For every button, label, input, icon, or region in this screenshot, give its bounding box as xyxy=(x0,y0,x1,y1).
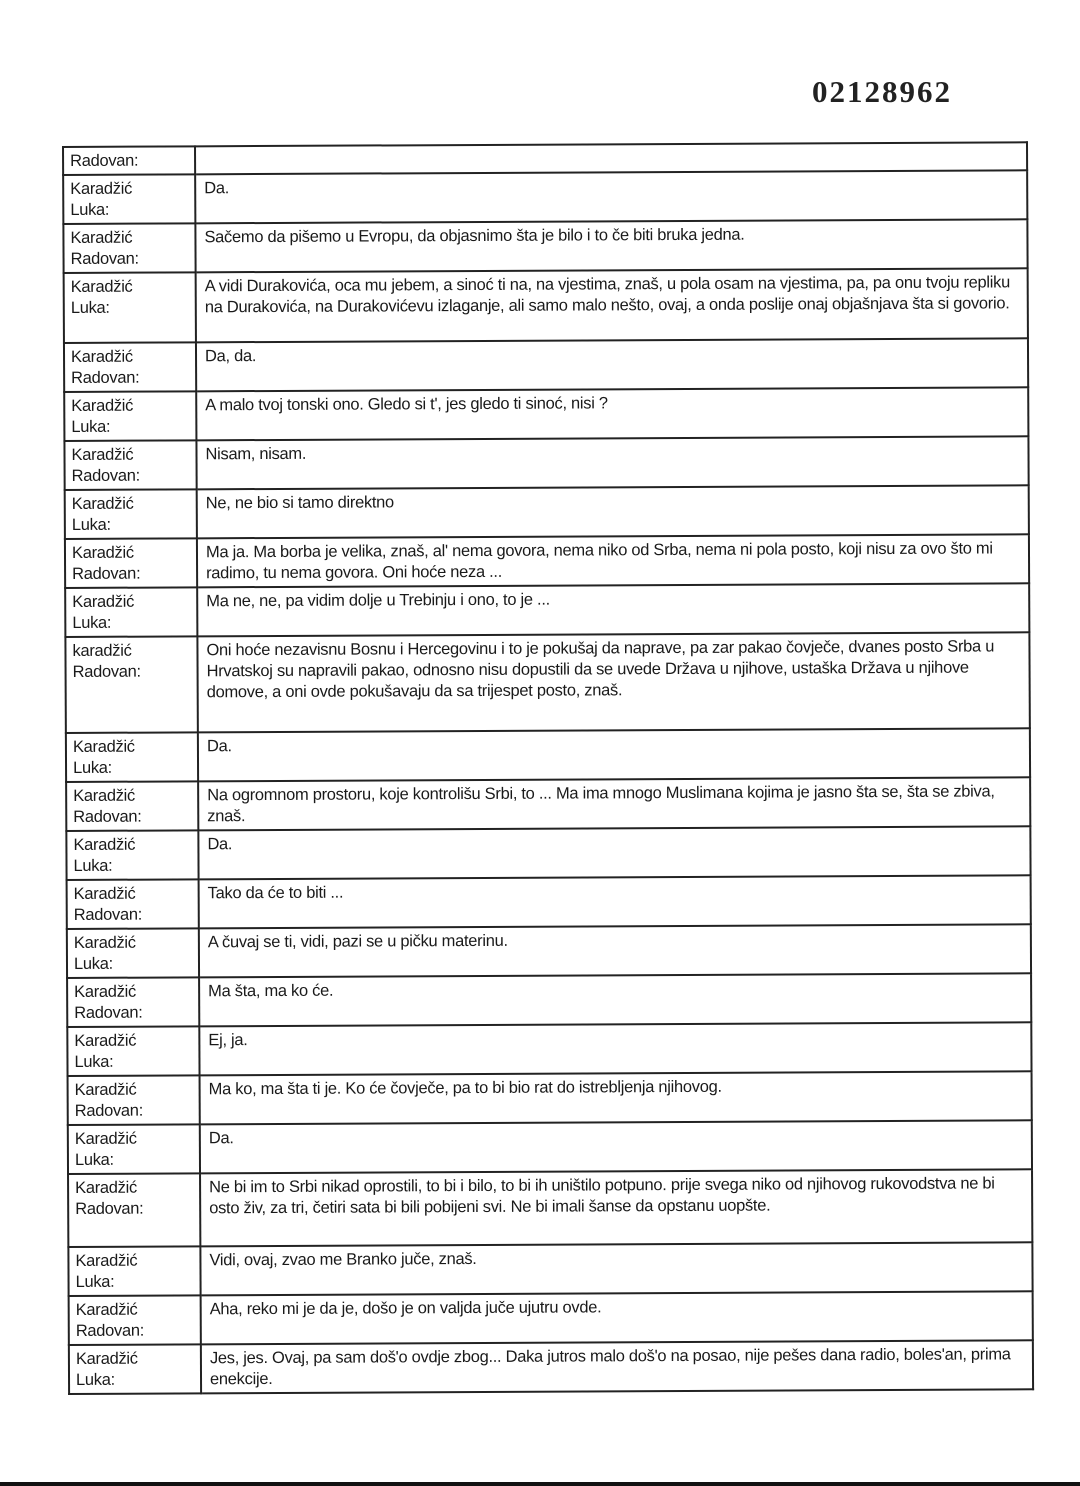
table-row xyxy=(63,170,1027,224)
speech-cell: Ma ko, ma šta ti je. Ko će čovječe, pa to bi bio rat do istrebljenja njihovog. xyxy=(200,1071,1032,1124)
speaker-first-name: Luka: xyxy=(70,298,110,317)
speech-cell: A čuvaj se ti, vidi, pazi se u pičku materinu. xyxy=(199,924,1031,977)
speaker-last-name: Karadžić xyxy=(73,786,136,805)
speech-cell: Vidi, ovaj, zvao me Branko juče, znaš. xyxy=(200,1242,1032,1295)
speaker-last-name: Karadžić xyxy=(74,1080,137,1099)
speaker-cell xyxy=(67,879,199,929)
table-row xyxy=(67,875,1031,929)
speaker-cell xyxy=(63,146,195,175)
speaker-last-name: Karadžić xyxy=(70,179,133,198)
speaker-cell xyxy=(65,587,197,637)
table-row xyxy=(64,436,1028,490)
speaker-first-name: Luka: xyxy=(75,1370,115,1389)
speech-cell: Da. xyxy=(195,170,1027,223)
speaker-first-name: Luka: xyxy=(73,856,113,875)
speaker-last-name: karadžić xyxy=(72,641,132,660)
speech-cell: Ma ja. Ma borba je velika, znaš, al' nema govora, nema niko od Srba, nema ni pola posto, koji nisu za ovo što mi radimo, tu nema govora. Oni hoće neza ... xyxy=(197,534,1029,587)
speaker-cell xyxy=(64,391,196,441)
speaker-first-name: Radovan: xyxy=(72,564,141,583)
speaker-last-name: Karadžić xyxy=(75,1251,138,1270)
speech-cell: Ne bi im to Srbi nikad oprostili, to bi i bilo, to bi ih uništilo potpuno. prije svega niko od njihovog rukovodstva ne bi osto živ, za tri, četiri sata bi bili pobijeni svi. Ne bi imali šanse da opstanu uopšte. xyxy=(200,1169,1032,1246)
table-row xyxy=(68,1071,1032,1125)
speaker-cell xyxy=(63,223,195,273)
bottom-divider xyxy=(0,1482,1080,1486)
table-row xyxy=(68,1242,1032,1296)
speech-cell: Oni hoće nezavisnu Bosnu i Hercegovinu i to je pokušaj da naprave, pa zar pakao čovječe, dvanes posto Srba u Hrvatskoj su napravili pakao, odnosno nisu dopustili da se uvede Država u njihove, ustaška Država u njihove domove, a oni ovde pokušavaju da sa trijespet posto, znaš. xyxy=(197,632,1029,732)
speech-cell: Da. xyxy=(200,1120,1032,1173)
speaker-first-name: Radovan: xyxy=(73,905,143,924)
speech-cell: Tako da će to biti ... xyxy=(199,875,1031,928)
table-row xyxy=(69,1291,1033,1345)
speaker-cell xyxy=(68,1173,200,1247)
speaker-cell xyxy=(66,830,198,880)
speaker-cell xyxy=(67,977,199,1027)
speaker-cell xyxy=(65,538,197,588)
speaker-first-name: Radovan: xyxy=(74,1101,143,1120)
speaker-last-name: Karadžić xyxy=(70,228,133,247)
speaker-last-name: Karadžić xyxy=(74,1031,137,1050)
speech-cell: Sačemo da pišemo u Evropu, da objasnimo šta je bilo i to če biti bruka jedna. xyxy=(195,219,1027,272)
speaker-cell xyxy=(69,1344,201,1394)
speaker-cell xyxy=(64,272,196,343)
table-row xyxy=(67,973,1031,1027)
speaker-last-name: Karadžić xyxy=(72,592,135,611)
speaker-cell xyxy=(68,1246,200,1296)
table-row xyxy=(69,1340,1033,1394)
speaker-last-name: Karadžić xyxy=(70,347,133,366)
speech-cell xyxy=(195,142,1027,174)
speaker-first-name: Radovan: xyxy=(75,1199,144,1218)
speaker-last-name: Karadžić xyxy=(71,445,134,464)
speaker-first-name: Luka: xyxy=(71,417,111,436)
speaker-first-name: Luka: xyxy=(72,758,112,777)
table-row xyxy=(65,485,1029,539)
speaker-first-name: Radovan: xyxy=(73,807,142,826)
table-row xyxy=(66,826,1030,880)
speaker-cell xyxy=(66,732,198,782)
speaker-cell xyxy=(68,1075,200,1125)
table-row xyxy=(66,728,1030,782)
document-number: 02128962 xyxy=(812,74,952,109)
speaker-cell xyxy=(67,1026,199,1076)
speech-cell: A vidi Durakovića, oca mu jebem, a sinoć ti na, na vjestima, znaš, u pola osam na vjestima, pa, pa onu tvoju repliku na Durakovića, na Durakovićevu izlaganje, ali samo malo nešto, ovaj, a onda poslije onaj objašnjava šta si govorio. xyxy=(196,268,1028,342)
speech-cell: Da, da. xyxy=(196,338,1028,391)
table-row xyxy=(65,534,1029,588)
table-row xyxy=(65,632,1029,733)
speech-cell: Aha, reko mi je da je, došo je on valjda juče ujutru ovde. xyxy=(201,1291,1033,1344)
transcript-table xyxy=(62,141,1034,1395)
speaker-first-name: Radovan: xyxy=(71,466,140,485)
speech-cell: Na ogromnom prostoru, koje kontrolišu Srbi, to ... Ma ima mnogo Muslimana kojima je jasno šta se, šta se zbiva, znaš. xyxy=(198,777,1030,830)
speaker-cell xyxy=(63,174,195,224)
table-row xyxy=(66,777,1030,831)
speech-cell: Da. xyxy=(198,826,1030,879)
speech-cell: Ej, ja. xyxy=(199,1022,1031,1075)
speaker-last-name: Karadžić xyxy=(73,884,136,903)
speaker-first-name: Radovan: xyxy=(70,249,139,268)
speaker-first-name: Radovan: xyxy=(72,662,141,681)
speech-cell: Ma ne, ne, pa vidim dolje u Trebinju i ono, to je ... xyxy=(197,583,1029,636)
speech-cell: A malo tvoj tonski ono. Gledo si t', jes gledo ti sinoć, nisi ? xyxy=(196,387,1028,440)
speaker-first-name: Luka: xyxy=(74,1150,114,1169)
speaker-cell xyxy=(69,1295,201,1345)
speaker-first-name: Luka: xyxy=(74,1052,114,1071)
speech-cell: Ma šta, ma ko će. xyxy=(199,973,1031,1026)
speaker-last-name: Karadžić xyxy=(74,982,136,1001)
speaker-first-name: Radovan: xyxy=(70,151,139,170)
speaker-first-name: Luka: xyxy=(71,515,111,534)
speaker-cell xyxy=(66,781,198,831)
speaker-last-name: Karadžić xyxy=(71,543,134,562)
speaker-last-name: Karadžić xyxy=(75,1349,138,1368)
table-row xyxy=(68,1169,1032,1247)
speaker-cell xyxy=(64,342,196,392)
speaker-cell xyxy=(65,489,197,539)
speaker-cell xyxy=(65,636,197,733)
table-row xyxy=(64,387,1028,441)
table-row xyxy=(64,268,1028,343)
speech-cell: Da. xyxy=(198,728,1030,781)
speaker-last-name: Karadžić xyxy=(72,737,135,756)
speech-cell: Nisam, nisam. xyxy=(196,436,1028,489)
table-row xyxy=(64,338,1028,392)
speaker-cell xyxy=(67,928,199,978)
speaker-last-name: Karadžić xyxy=(74,1129,137,1148)
table-row xyxy=(67,1022,1031,1076)
speech-cell: Ne, ne bio si tamo direktno xyxy=(197,485,1029,538)
speaker-cell xyxy=(64,440,196,490)
speaker-first-name: Radovan: xyxy=(71,368,140,387)
speaker-last-name: Karadžić xyxy=(75,1178,137,1197)
speaker-last-name: Karadžić xyxy=(75,1300,138,1319)
speech-cell: Jes, jes. Ovaj, pa sam doš'o ovdje zbog... Daka jutros malo doš'o na posao, nije pešes dana radio, boles'an, prima enekcije. xyxy=(201,1340,1033,1393)
speaker-first-name: Luka: xyxy=(73,954,113,973)
speaker-first-name: Luka: xyxy=(75,1272,115,1291)
speaker-last-name: Karadžić xyxy=(71,494,134,513)
table-row xyxy=(67,924,1031,978)
speaker-first-name: Radovan: xyxy=(75,1321,145,1340)
transcript-body xyxy=(63,142,1033,1394)
speaker-first-name: Luka: xyxy=(72,613,112,632)
speaker-last-name: Karadžić xyxy=(71,396,134,415)
table-row xyxy=(65,583,1029,637)
speaker-last-name: Karadžić xyxy=(73,933,136,952)
speaker-last-name: Karadžić xyxy=(70,277,133,296)
speaker-last-name: Karadžić xyxy=(73,835,136,854)
speaker-first-name: Radovan: xyxy=(74,1003,143,1022)
table-row xyxy=(68,1120,1032,1174)
speaker-cell xyxy=(68,1124,200,1174)
speaker-first-name: Luka: xyxy=(70,200,110,219)
table-row xyxy=(63,219,1027,273)
